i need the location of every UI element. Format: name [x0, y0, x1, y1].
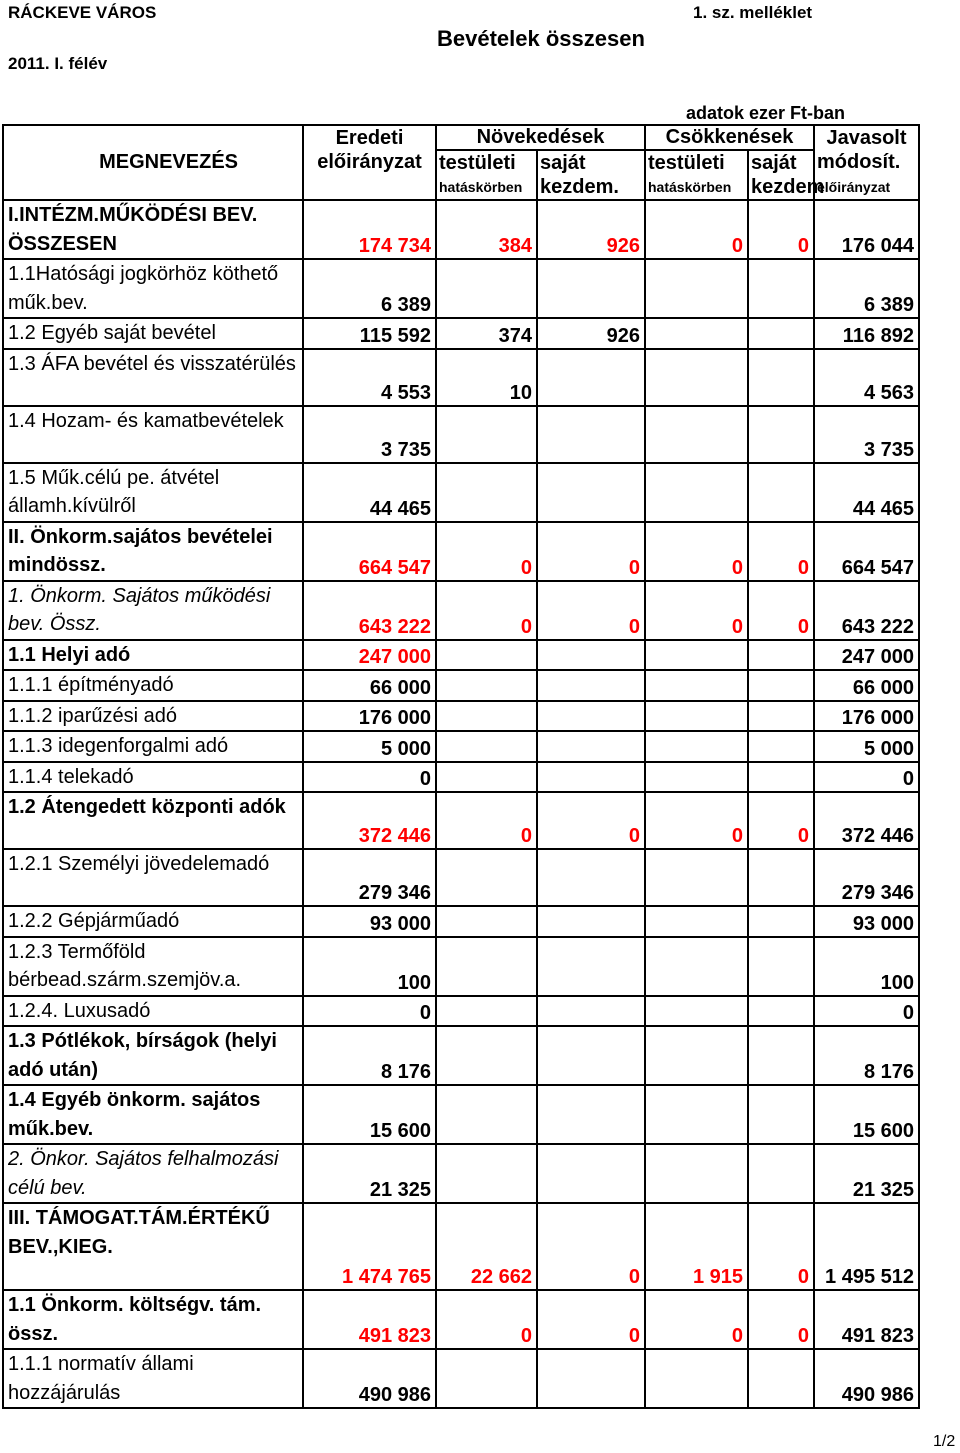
cell-dec-own	[748, 463, 814, 522]
cell-inc-board	[436, 640, 537, 671]
table-row	[3, 463, 919, 522]
header-proposed-2: módosít.	[814, 150, 919, 175]
cell-dec-own	[748, 762, 814, 793]
header-name-top	[3, 125, 303, 150]
cell-orig: 1 474 765	[303, 1203, 436, 1290]
cell-proposed: 0	[814, 996, 919, 1027]
cell-inc-own	[537, 1349, 645, 1408]
cell-proposed: 491 823	[814, 1290, 919, 1349]
cell-dec-board	[645, 406, 748, 463]
cell-inc-board	[436, 701, 537, 732]
cell-dec-own	[748, 670, 814, 701]
cell-dec-own	[748, 906, 814, 937]
cell-dec-board	[645, 1349, 748, 1408]
row-name: 1.2.4. Luxusadó	[3, 996, 303, 1027]
cell-orig: 4 553	[303, 349, 436, 406]
city-name: RÁCKEVE VÁROS	[8, 3, 157, 22]
cell-orig: 21 325	[303, 1144, 436, 1203]
cell-dec-own	[748, 731, 814, 762]
cell-dec-own	[748, 640, 814, 671]
cell-proposed: 66 000	[814, 670, 919, 701]
cell-dec-board	[645, 463, 748, 522]
cell-proposed: 176 000	[814, 701, 919, 732]
cell-inc-board	[436, 463, 537, 522]
cell-orig: 491 823	[303, 1290, 436, 1349]
header-orig-1: Eredeti	[303, 125, 436, 150]
row-name: 1.2 Átengedett központi adók	[3, 792, 303, 849]
cell-dec-own: 0	[748, 200, 814, 259]
cell-inc-own	[537, 996, 645, 1027]
cell-proposed: 6 389	[814, 259, 919, 318]
cell-inc-own: 0	[537, 792, 645, 849]
cell-dec-board	[645, 349, 748, 406]
row-name: 1.2.1 Személyi jövedelemadó	[3, 849, 303, 906]
cell-orig: 8 176	[303, 1026, 436, 1085]
cell-inc-board	[436, 1144, 537, 1203]
cell-dec-own	[748, 1144, 814, 1203]
header-orig-2: előirányzat	[303, 150, 436, 175]
header-inc-board-2: hatáskörben	[436, 175, 537, 200]
cell-inc-board	[436, 762, 537, 793]
cell-dec-own	[748, 937, 814, 996]
cell-dec-board: 0	[645, 1290, 748, 1349]
cell-dec-own	[748, 1349, 814, 1408]
report-period: 2011. I. félév	[8, 54, 108, 73]
cell-inc-board: 22 662	[436, 1203, 537, 1290]
row-name: 1.4 Egyéb önkorm. sajátos műk.bev.	[3, 1085, 303, 1144]
cell-orig: 44 465	[303, 463, 436, 522]
cell-dec-board	[645, 1144, 748, 1203]
cell-dec-board: 0	[645, 581, 748, 640]
cell-proposed: 664 547	[814, 522, 919, 581]
row-name: 1.1 Helyi adó	[3, 640, 303, 671]
cell-dec-own: 0	[748, 1203, 814, 1290]
row-name: 1.1.4 telekadó	[3, 762, 303, 793]
cell-inc-own: 0	[537, 1290, 645, 1349]
cell-proposed: 1 495 512	[814, 1203, 919, 1290]
table-row	[3, 522, 919, 581]
row-name: 1.2 Egyéb saját bevétel	[3, 318, 303, 349]
table-row	[3, 937, 919, 996]
header-decrease: Csökkenések	[645, 125, 814, 150]
cell-inc-board	[436, 906, 537, 937]
row-name: 1.3 Pótlékok, bírságok (helyi adó után)	[3, 1026, 303, 1085]
cell-dec-own: 0	[748, 522, 814, 581]
row-name: 1.4 Hozam- és kamatbevételek	[3, 406, 303, 463]
table-row	[3, 906, 919, 937]
page-number: 1/2	[933, 1433, 956, 1450]
header-inc-own-2: kezdem.	[537, 175, 645, 200]
cell-dec-board	[645, 670, 748, 701]
cell-orig: 115 592	[303, 318, 436, 349]
header-inc-own-1: saját	[537, 150, 645, 175]
cell-inc-board: 0	[436, 581, 537, 640]
table-row	[3, 849, 919, 906]
row-name: 1. Önkorm. Sajátos működési bev. Össz.	[3, 581, 303, 640]
cell-orig: 0	[303, 996, 436, 1027]
cell-proposed: 100	[814, 937, 919, 996]
cell-orig: 100	[303, 937, 436, 996]
row-name: 1.3 ÁFA bevétel és visszatérülés	[3, 349, 303, 406]
cell-inc-board	[436, 1085, 537, 1144]
row-name: 1.1 Önkorm. költségv. tám. össz.	[3, 1290, 303, 1349]
cell-dec-board: 1 915	[645, 1203, 748, 1290]
table-row	[3, 792, 919, 849]
cell-orig: 0	[303, 762, 436, 793]
cell-dec-own: 0	[748, 1290, 814, 1349]
table-row	[3, 581, 919, 640]
table-row	[3, 701, 919, 732]
cell-dec-board	[645, 701, 748, 732]
table-row	[3, 1144, 919, 1203]
cell-dec-own	[748, 259, 814, 318]
cell-inc-own: 926	[537, 318, 645, 349]
cell-inc-own: 926	[537, 200, 645, 259]
annex-label: 1. sz. melléklet	[693, 3, 813, 22]
cell-dec-board: 0	[645, 200, 748, 259]
cell-proposed: 490 986	[814, 1349, 919, 1408]
cell-inc-board	[436, 670, 537, 701]
header-dec-board-2: hatáskörben	[645, 175, 748, 200]
cell-inc-own	[537, 406, 645, 463]
cell-inc-board	[436, 996, 537, 1027]
row-name: 2. Önkor. Sajátos felhalmozási célú bev.	[3, 1144, 303, 1203]
cell-proposed: 643 222	[814, 581, 919, 640]
cell-inc-own	[537, 1085, 645, 1144]
row-name: III. TÁMOGAT.TÁM.ÉRTÉKŰ BEV.,KIEG.	[3, 1203, 303, 1290]
row-name: 1.2.2 Gépjárműadó	[3, 906, 303, 937]
cell-inc-own	[537, 762, 645, 793]
table-row	[3, 200, 919, 259]
table-row	[3, 1290, 919, 1349]
cell-proposed: 93 000	[814, 906, 919, 937]
table-row	[3, 670, 919, 701]
page-title: Bevételek összesen	[437, 26, 645, 51]
cell-orig: 643 222	[303, 581, 436, 640]
cell-proposed: 15 600	[814, 1085, 919, 1144]
cell-proposed: 176 044	[814, 200, 919, 259]
cell-orig: 5 000	[303, 731, 436, 762]
cell-dec-board	[645, 1085, 748, 1144]
header-orig-bottom	[303, 175, 436, 200]
cell-dec-board	[645, 906, 748, 937]
cell-inc-board	[436, 937, 537, 996]
cell-inc-own	[537, 259, 645, 318]
cell-inc-own	[537, 640, 645, 671]
row-name: II. Önkorm.sajátos bevételei mindössz.	[3, 522, 303, 581]
cell-inc-own	[537, 1026, 645, 1085]
table-row	[3, 762, 919, 793]
cell-proposed: 0	[814, 762, 919, 793]
cell-dec-board	[645, 762, 748, 793]
row-name: 1.2.3 Termőföld bérbead.szárm.szemjöv.a.	[3, 937, 303, 996]
cell-inc-board: 384	[436, 200, 537, 259]
table-row	[3, 349, 919, 406]
cell-orig: 490 986	[303, 1349, 436, 1408]
cell-inc-board: 10	[436, 349, 537, 406]
cell-proposed: 116 892	[814, 318, 919, 349]
header-dec-own-2: kezdem	[748, 175, 814, 200]
cell-inc-board	[436, 406, 537, 463]
row-name: 1.5 Műk.célú pe. átvétel államh.kívülről	[3, 463, 303, 522]
cell-inc-own	[537, 849, 645, 906]
cell-orig: 15 600	[303, 1085, 436, 1144]
cell-inc-board: 374	[436, 318, 537, 349]
cell-inc-own	[537, 670, 645, 701]
table-row	[3, 259, 919, 318]
table-row	[3, 996, 919, 1027]
revenue-table	[2, 124, 920, 1409]
cell-proposed: 3 735	[814, 406, 919, 463]
cell-dec-board: 0	[645, 792, 748, 849]
cell-orig: 174 734	[303, 200, 436, 259]
cell-orig: 3 735	[303, 406, 436, 463]
cell-inc-own	[537, 701, 645, 732]
cell-proposed: 372 446	[814, 792, 919, 849]
row-name: I.INTÉZM.MŰKÖDÉSI BEV. ÖSSZESEN	[3, 200, 303, 259]
cell-dec-own	[748, 996, 814, 1027]
cell-dec-own: 0	[748, 581, 814, 640]
cell-dec-own	[748, 406, 814, 463]
cell-dec-board	[645, 318, 748, 349]
cell-inc-board	[436, 1026, 537, 1085]
cell-inc-own	[537, 349, 645, 406]
cell-proposed: 21 325	[814, 1144, 919, 1203]
cell-proposed: 8 176	[814, 1026, 919, 1085]
header-proposed-1: Javasolt	[814, 125, 919, 150]
cell-inc-board	[436, 849, 537, 906]
cell-proposed: 44 465	[814, 463, 919, 522]
header-row-1	[3, 125, 919, 150]
cell-dec-board	[645, 640, 748, 671]
cell-dec-board	[645, 937, 748, 996]
cell-orig: 93 000	[303, 906, 436, 937]
cell-dec-own	[748, 318, 814, 349]
cell-inc-own	[537, 731, 645, 762]
row-name: 1.1.1 normatív állami hozzájárulás	[3, 1349, 303, 1408]
cell-proposed: 279 346	[814, 849, 919, 906]
table-row	[3, 640, 919, 671]
header-increase: Növekedések	[436, 125, 645, 150]
cell-orig: 6 389	[303, 259, 436, 318]
header-row-3	[3, 175, 919, 200]
header-row-2	[3, 150, 919, 175]
cell-dec-own	[748, 349, 814, 406]
row-name: 1.1.3 idegenforgalmi adó	[3, 731, 303, 762]
cell-inc-board: 0	[436, 522, 537, 581]
cell-inc-board	[436, 731, 537, 762]
table-row	[3, 406, 919, 463]
cell-inc-own	[537, 906, 645, 937]
cell-orig: 66 000	[303, 670, 436, 701]
cell-proposed: 5 000	[814, 731, 919, 762]
cell-proposed: 4 563	[814, 349, 919, 406]
row-name: 1.1.1 építményadó	[3, 670, 303, 701]
row-name: 1.1.2 iparűzési adó	[3, 701, 303, 732]
cell-dec-own: 0	[748, 792, 814, 849]
cell-dec-own	[748, 1085, 814, 1144]
table-row	[3, 1349, 919, 1408]
cell-dec-own	[748, 1026, 814, 1085]
cell-orig: 372 446	[303, 792, 436, 849]
cell-dec-board	[645, 259, 748, 318]
table-row	[3, 1085, 919, 1144]
cell-inc-board	[436, 1349, 537, 1408]
cell-dec-board	[645, 996, 748, 1027]
header-dec-board-1: testületi	[645, 150, 748, 175]
cell-inc-own	[537, 463, 645, 522]
unit-note: adatok ezer Ft-ban	[686, 103, 846, 123]
cell-dec-board	[645, 731, 748, 762]
header-proposed-3: előirányzat	[814, 175, 919, 200]
header-name: MEGNEVEZÉS	[3, 150, 303, 175]
table-row	[3, 731, 919, 762]
cell-inc-own: 0	[537, 581, 645, 640]
cell-inc-own: 0	[537, 1203, 645, 1290]
header-name-bottom	[3, 175, 303, 200]
cell-dec-board	[645, 849, 748, 906]
cell-orig: 279 346	[303, 849, 436, 906]
table-row	[3, 1203, 919, 1290]
cell-inc-own	[537, 937, 645, 996]
header-inc-board-1: testületi	[436, 150, 537, 175]
table-row	[3, 318, 919, 349]
cell-orig: 176 000	[303, 701, 436, 732]
cell-proposed: 247 000	[814, 640, 919, 671]
cell-orig: 664 547	[303, 522, 436, 581]
table-row	[3, 1026, 919, 1085]
cell-inc-board: 0	[436, 792, 537, 849]
cell-orig: 247 000	[303, 640, 436, 671]
cell-inc-board: 0	[436, 1290, 537, 1349]
header-dec-own-1: saját	[748, 150, 814, 175]
row-name: 1.1Hatósági jogkörhöz köthető műk.bev.	[3, 259, 303, 318]
cell-dec-own	[748, 701, 814, 732]
cell-inc-own	[537, 1144, 645, 1203]
cell-dec-board	[645, 1026, 748, 1085]
cell-dec-own	[748, 849, 814, 906]
cell-inc-board	[436, 259, 537, 318]
cell-inc-own: 0	[537, 522, 645, 581]
cell-dec-board: 0	[645, 522, 748, 581]
